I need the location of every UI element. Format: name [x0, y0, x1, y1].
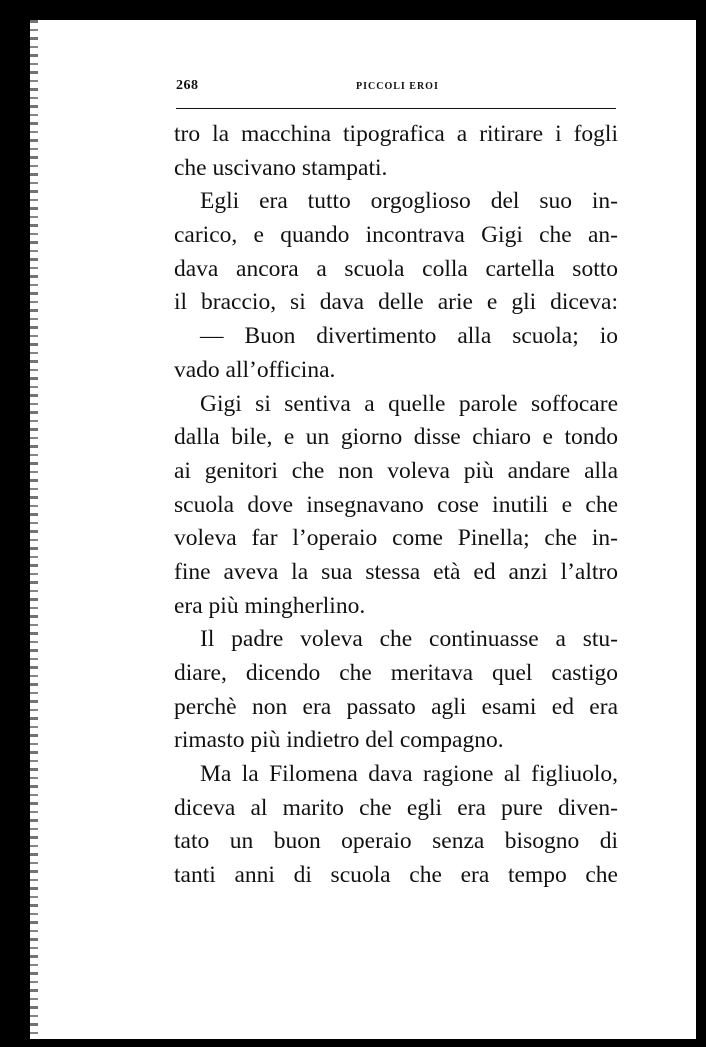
- text-line: vado all’officina.: [174, 356, 336, 383]
- scan-border-bottom: [0, 1039, 706, 1047]
- text-line: dalla bile, e un giorno disse chiaro e tondo: [174, 424, 618, 451]
- scan-border-top: [0, 0, 706, 20]
- text-line: Ma la Filomena dava ragione al figliuolo,: [200, 761, 618, 788]
- text-line: Il padre voleva che continuasse a stu-: [200, 626, 618, 653]
- text-line: carico, e quando incontrava Gigi che an-: [174, 222, 618, 249]
- scan-border-right: [696, 0, 706, 1047]
- scan-border-left: [0, 0, 30, 1047]
- body-text: [174, 118, 618, 893]
- text-line: Egli era tutto orgoglioso del suo in-: [200, 188, 618, 215]
- text-line: perchè non era passato agli esami ed era: [174, 693, 618, 720]
- text-line: tro la macchina tipografica a ritirare i fogli: [174, 121, 618, 147]
- text-line: dava ancora a scuola colla cartella sotto: [174, 255, 618, 282]
- page-header: [176, 78, 616, 100]
- text-line: ai genitori che non voleva più andare alla: [174, 457, 618, 484]
- header-rule: [176, 108, 616, 109]
- page-number: 268: [176, 78, 199, 93]
- text-line: il braccio, si dava delle arie e gli diceva:: [174, 289, 618, 316]
- text-line: era più mingherlino.: [174, 592, 366, 619]
- text-line: fine aveva la sua stessa età ed anzi l’altro: [174, 558, 618, 585]
- text-line: voleva far l’operaio come Pinella; che in-: [174, 525, 618, 552]
- text-line: diceva al marito che egli era pure diven-: [174, 794, 618, 821]
- text-line: tato un buon operaio senza bisogno di: [174, 828, 618, 855]
- running-head: PICCOLI EROI: [356, 81, 439, 92]
- text-line: tanti anni di scuola che era tempo che: [174, 862, 618, 889]
- text-line: scuola dove insegnavano cose inutili e che: [174, 491, 618, 518]
- scan-border-left-fringe: [30, 20, 38, 1047]
- text-line: che uscivano stampati.: [174, 154, 388, 181]
- text-line: diare, dicendo che meritava quel castigo: [174, 660, 618, 686]
- text-line: rimasto più indietro del compagno.: [174, 727, 504, 754]
- text-line: — Buon divertimento alla scuola; io: [200, 323, 618, 350]
- text-line: Gigi si sentiva a quelle parole soffocare: [200, 390, 618, 417]
